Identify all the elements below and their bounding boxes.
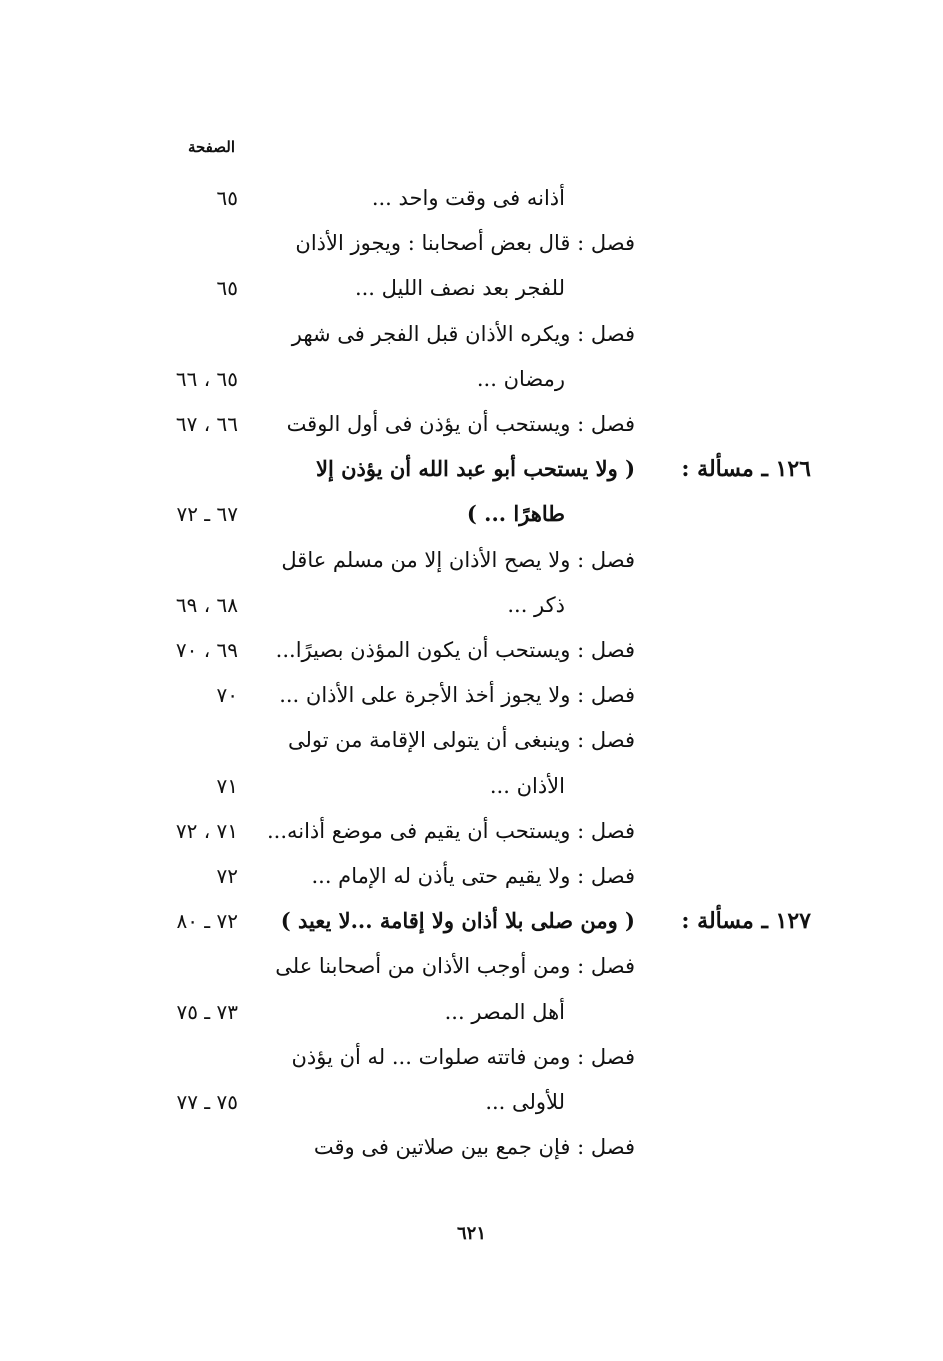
entry-text: فصل : ويستحب أن يكون المؤذن بصيرًا... bbox=[275, 638, 635, 662]
entry-text: فصل : فإن جمع بين صلاتين فى وقت bbox=[313, 1135, 635, 1159]
index-row bbox=[0, 268, 943, 308]
masala-label: ١٢٦ ـ مسألة : bbox=[681, 456, 811, 482]
entry-text: ( ومن صلى بلا أذان ولا إقامة ...لا يعيد ) bbox=[280, 908, 635, 933]
entry-text: فصل : ومن فاتته صلوات ... له أن يؤذن bbox=[291, 1045, 635, 1069]
entry-text: فصل : ومن أوجب الأذان من أصحابنا على bbox=[275, 954, 635, 978]
page-reference: ٧١ bbox=[216, 774, 238, 798]
entry-text: فصل : ويستحب أن يؤذن فى أول الوقت bbox=[286, 412, 635, 436]
index-row bbox=[0, 314, 943, 354]
index-row bbox=[0, 901, 943, 941]
entry-text: فصل : ولا يجوز أخذ الأجرة على الأذان ... bbox=[279, 683, 635, 707]
index-row bbox=[0, 630, 943, 670]
index-row bbox=[0, 992, 943, 1032]
index-row bbox=[0, 856, 943, 896]
index-row bbox=[0, 494, 943, 534]
entry-text: أذانه فى وقت واحد ... bbox=[371, 186, 565, 210]
page-column-header: الصفحة bbox=[187, 138, 235, 156]
entry-text: فصل : ويكره الأذان قبل الفجر فى شهر bbox=[291, 322, 635, 346]
index-row bbox=[0, 223, 943, 263]
page-number: ٦٢١ bbox=[456, 1223, 486, 1244]
page-reference: ٦٧ ـ ٧٢ bbox=[176, 502, 238, 526]
index-row bbox=[0, 585, 943, 625]
page-reference: ٧١ ، ٧٢ bbox=[175, 819, 238, 843]
page-reference: ٧٢ ـ ٨٠ bbox=[176, 909, 238, 933]
page-reference: ٧٢ bbox=[216, 864, 238, 888]
index-row bbox=[0, 811, 943, 851]
index-row bbox=[0, 1082, 943, 1122]
page-reference: ٧٥ ـ ٧٧ bbox=[176, 1090, 238, 1114]
index-row bbox=[0, 766, 943, 806]
page-reference: ٦٦ ، ٦٧ bbox=[175, 412, 238, 436]
entry-text: الأذان ... bbox=[489, 774, 565, 798]
entry-text: فصل : ويستحب أن يقيم فى موضع أذانه... bbox=[266, 819, 635, 843]
page-reference: ٦٥ bbox=[216, 276, 238, 300]
entry-text: طاهرًا ... ) bbox=[466, 501, 565, 526]
entry-text: ( ولا يستحب أبو عبد الله أن يؤذن إلا bbox=[315, 456, 635, 481]
index-row bbox=[0, 449, 943, 489]
index-row bbox=[0, 1127, 943, 1167]
page-reference: ٧٣ ـ ٧٥ bbox=[176, 1000, 238, 1024]
page-reference: ٦٩ ، ٧٠ bbox=[175, 638, 238, 662]
index-row bbox=[0, 359, 943, 399]
index-row bbox=[0, 178, 943, 218]
entry-text: أهل المصر ... bbox=[444, 1000, 565, 1024]
index-row bbox=[0, 1037, 943, 1077]
entry-text: فصل : ولا يصح الأذان إلا من مسلم عاقل bbox=[281, 548, 635, 572]
index-row bbox=[0, 946, 943, 986]
entry-text: ذكر ... bbox=[507, 593, 565, 617]
page-reference: ٦٥ ، ٦٦ bbox=[175, 367, 238, 391]
entry-text: فصل : قال بعض أصحابنا : ويجوز الأذان bbox=[295, 231, 635, 255]
entry-text: للفجر بعد نصف الليل ... bbox=[354, 276, 565, 300]
index-row bbox=[0, 720, 943, 760]
masala-label: ١٢٧ ـ مسألة : bbox=[681, 908, 811, 934]
entry-text: للأولى ... bbox=[485, 1090, 565, 1114]
page-reference: ٦٥ bbox=[216, 186, 238, 210]
index-row bbox=[0, 675, 943, 715]
index-row bbox=[0, 540, 943, 580]
index-row bbox=[0, 404, 943, 444]
page-reference: ٦٨ ، ٦٩ bbox=[175, 593, 238, 617]
page-reference: ٧٠ bbox=[216, 683, 238, 707]
entry-text: فصل : ولا يقيم حتى يأذن له الإمام ... bbox=[311, 864, 635, 888]
entry-text: فصل : وينبغى أن يتولى الإقامة من تولى bbox=[287, 728, 635, 752]
entry-text: رمضان ... bbox=[476, 367, 565, 391]
